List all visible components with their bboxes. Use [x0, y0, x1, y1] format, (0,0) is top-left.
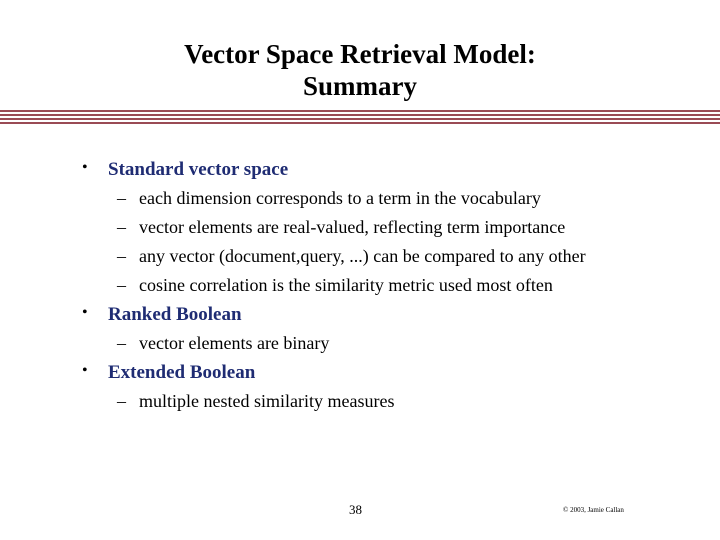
- sub-item: [0, 242, 720, 271]
- slide-title-line-1: Vector Space Retrieval Model:: [184, 39, 536, 69]
- rule-line: [0, 122, 720, 124]
- dash-marker: –: [117, 188, 126, 208]
- bullet-dot: •: [82, 304, 88, 321]
- sub-item-text: multiple nested similarity measures: [139, 391, 395, 411]
- sub-item-text: each dimension corresponds to a term in the vocabulary: [139, 188, 541, 208]
- dash-marker: –: [117, 217, 126, 237]
- sub-item: [0, 271, 720, 300]
- bullet-dot: •: [82, 159, 88, 176]
- sub-item-text: vector elements are binary: [139, 333, 330, 353]
- dash-marker: –: [117, 391, 126, 411]
- bullet-label: Ranked Boolean: [108, 304, 242, 325]
- sub-item: [0, 184, 720, 213]
- rule-line: [0, 110, 720, 112]
- copyright-notice: © 2003, Jamie Callan: [563, 506, 624, 514]
- sub-item-text: vector elements are real-valued, reflecting term importance: [139, 217, 566, 237]
- sub-item: [0, 329, 720, 358]
- bullet-dot: •: [82, 362, 88, 379]
- bullet-label: Extended Boolean: [108, 362, 256, 383]
- slide-title: [0, 38, 720, 102]
- dash-marker: –: [117, 275, 126, 295]
- sub-item: [0, 213, 720, 242]
- bullet-item: [0, 300, 720, 329]
- sub-item-text: any vector (document,query, ...) can be compared to any other: [139, 246, 586, 266]
- slide-content: [0, 155, 720, 416]
- rule-line: [0, 114, 720, 116]
- bullet-label: Standard vector space: [108, 159, 289, 180]
- title-rule-band: [0, 110, 720, 124]
- page-number: 38: [349, 502, 362, 517]
- sub-item: [0, 387, 720, 416]
- rule-line: [0, 118, 720, 120]
- dash-marker: –: [117, 333, 126, 353]
- bullet-item: [0, 155, 720, 184]
- bullet-item: [0, 358, 720, 387]
- sub-item-text: cosine correlation is the similarity metric used most often: [139, 275, 553, 295]
- dash-marker: –: [117, 246, 126, 266]
- slide-title-line-2: Summary: [303, 71, 417, 101]
